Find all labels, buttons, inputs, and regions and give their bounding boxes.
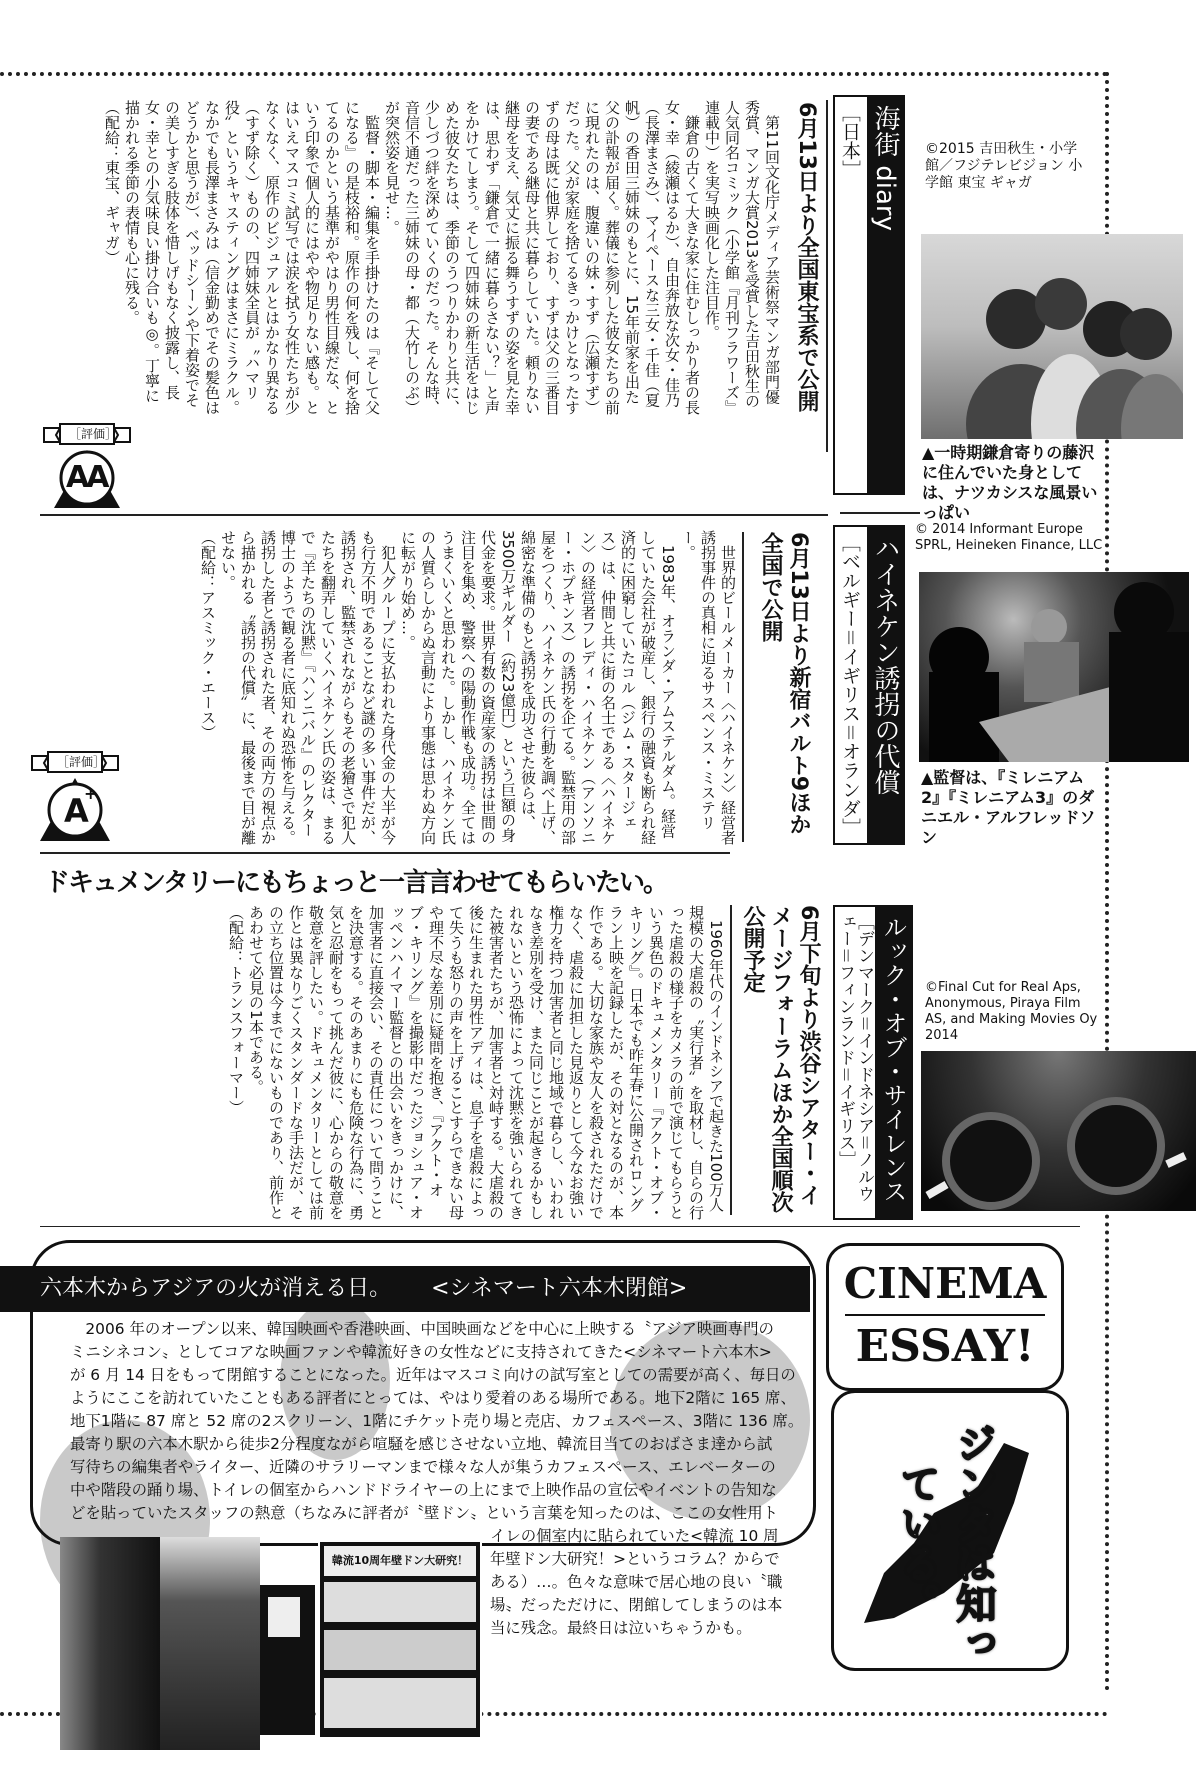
logo-line2: ESSAY! (855, 1321, 1035, 1372)
essay-line: 最寄り駅の六本木駅から徒歩2分程度ながら喧騒を感じさせない立地、韓流目当てのおばさま達から試 (70, 1435, 773, 1453)
essay-title-bar (0, 1266, 810, 1312)
release-line: 全国で公開 (758, 532, 783, 642)
column-divider (826, 100, 828, 452)
essay-line: ある）…。色々な意味で居心地の良い〝職 (490, 1573, 783, 1591)
rating-value: A (64, 792, 89, 830)
review-body (80, 905, 726, 1221)
section-headline: ドキュメンタリーにもちょっと一言言わせてもらいたい。 (44, 868, 667, 898)
country-label: ［日本］ (833, 95, 869, 495)
jinta-tagline: ジンタは知っている。 (894, 1423, 996, 1663)
section-divider (40, 514, 828, 516)
essay-line: 年壁ドン大研究！>というコラム？からで (490, 1550, 780, 1568)
distributor-credit: （配給：トランスフォーマー） (227, 905, 245, 1115)
essay-line: 2006 年のオープン以来、韓国映画や香港映画、中国映画などを中心に上映する〝アジア映画専門の (70, 1320, 774, 1338)
paragraph: 世界的ビールメーカー〈ハイネケン〉経営者誘拐事件の真相に迫るサスペンス・ミステリー。 (679, 530, 737, 845)
rating-value: AA (66, 460, 107, 495)
photo-copyright: © 2014 Informant Europe SPRL, Heineken Finance, LLC (915, 522, 1103, 553)
review-body (140, 530, 738, 848)
top-dotted-border (0, 72, 1108, 76)
paragraph: 第11回文化庁メディア芸術祭マンガ部門優秀賞、マンガ大賞2013を受賞した吉田秋生の人気同名コミック（小学館『月刊フラワーズ』連載中）を実写映画化した注目作。 (703, 100, 781, 415)
paragraph: 監督・脚本・編集を手掛けたのは『そして父になる』の是枝裕和。原作の何を残し、何を捨てるのかという基準がやはり男性目線だな、という印象で個人的にはやや物足りない感も。とはいえマスコミ試写では涙を拭う女性たちが少なくなく、原作のビジュアルとはかなり異なる（すず除く）ものの、四姉妹全員が〝ハマリ役〟というキャスティングはまさにミラクル。なかでも長澤まさみは（信金勤めでその髪色はどうかと思うが）、ベッドシーンや下着姿でその美しすぎる肢体を惜しげもなく披露し、長女・幸との小気味良い掛け合いも◎。丁寧に描かれる季節の表情も心に残る。 (123, 100, 381, 415)
film-still-photo (919, 572, 1189, 762)
section-divider (40, 1226, 1080, 1227)
paragraph: 1960年代のインドネシアで起きた100万人規模の大虐殺の〝実行者〟を取材し、自らの行った虐殺の様子をカメラの前で演じてもらうという異色のドキュメンタリー『アクト・オブ・キリング』。日本でも昨年春に公開されロングラン上映を記録したが、その対となるのが、本作である。大切な家族や友人を殺されただけでなく、虐殺に加担した見返りとして今なお強い権力を持つ加害者と同じ地域で暮らし、いわれなき差別を受け、また同じことが起きるかもしれないという恐怖によって沈黙を強いられてきた被害者たちが、加害者と対峙する。大虐殺の後に生まれた男性アディは、息子を虐殺によって失うも怒りの声を上げることすらできない母や理不尽な差別に疑問を抱き、『アクト・オブ・キリング』を撮影中だったジョシュア・オッペンハイマー監督との出会いをきっかけに、加害者に直接会い、その責任について問うことを決意する。そのあまりにも危険な行為に、勇気と忍耐をもって挑んだ彼に、心からの敬意を敬意を評したい。ドキュメンタリーとしては前作とは異なりごくスタンダードな手法だが、その立ち位置は今までにないものであり、前作とあわせて必見の1本である。 (247, 905, 725, 1220)
distributor-credit: （配給：アスミック・エース） (199, 530, 217, 740)
rating-label: ［評価］ (57, 755, 106, 769)
rating-badge (30, 748, 120, 843)
sign-stand-photo (260, 1585, 315, 1735)
column-divider (730, 905, 732, 1215)
essay-line: ミニシネコン〟としてコアな映画ファンや韓流好きの女性などに支持されてきた<シネマート六本木> (70, 1343, 772, 1361)
release-info (738, 905, 822, 1213)
essay-line: イレの個室内に貼られていた<韓流 10 周 (490, 1527, 779, 1545)
section-divider (40, 852, 730, 854)
sign-board-icon (268, 1597, 300, 1637)
theater-facade-photo (160, 1537, 260, 1750)
essay-line: 当に残念。最終日は泣いちゃうかも。 (490, 1619, 752, 1637)
four-sisters-photo-icon (921, 234, 1183, 439)
distributor-credit: （配給：東宝、ギャガ） (103, 100, 121, 265)
photo-copyright: ©2015 吉田秋生・小学館／フジテレビジョン 小学館 東宝 ギャガ (925, 141, 1083, 191)
country-label: ［ベルギー＝イギリス＝オランダ］ (833, 525, 869, 845)
film-still-photo (921, 1051, 1196, 1211)
essay-line: 写待ちの編集者やライター、近隣のサラリーマンまで様々な人が集うカフェスペース、エレベーターの (70, 1458, 776, 1476)
poster-block (324, 1630, 476, 1670)
poster-title: 韓流10周年壁ドン大研究！ (324, 1546, 476, 1576)
hostage-scene-photo-icon (919, 572, 1189, 762)
poster-block (324, 1582, 476, 1622)
paragraph: 犯人グループに支払われた身代金の大半が今も行方不明であることなど謎の多い事件だが、誘拐され、監禁されながらもその老獪さで犯人たちを翻弄していくハイネケン氏の姿は、まるで『羊たちの沈黙』『ハンニバル』のレクター博士のようで観る者に底知れぬ恐怖を与える。誘拐した者と誘拐された者、その両方の視点から描かれる〝誘拐の代償〟に、最後まで目が離せない。 (219, 530, 397, 845)
theater-building-photo (60, 1537, 160, 1750)
photo-caption: ▲監督は、『ミレニアム2』『ミレニアム3』のダニエル・アルフレッドソン (921, 768, 1096, 847)
essay-line: ようにここを訪れていたこともある評者にとっては、やはり愛着のある場所である。地下2階に 165 席、 (70, 1389, 796, 1407)
release-line: 6月13日より新宿バルト9ほか (786, 532, 811, 836)
essay-line: どを貼っていたスタッフの熱意（ちなみに評者が〝壁ドン〟という言葉を知ったのは、ここの女性用ト (70, 1504, 778, 1522)
paragraph: 1983年、オランダ・アムステルダム。経営していた会社が破産し、銀行の融資も断られ経済的に困窮していたコル（ジム・スタージェス）は、仲間と共に街の名士である〈ハイネケン〉の経営者フレディ・ハイネケン（アンソニー・ホプキンス）の誘拐を企てる。監禁用の部屋をつくり、ハイネケン氏の行動を調べ上げ、綿密な準備のもと誘拐を成功させた彼らは、3500万ギルダー（約23億円）という巨額の身代金を要求。世界有数の資産家の誘拐は世間の注目を集め、警察への陽動作戦も成功。全てはうまくいくと思われた。しかし、ハイネケン氏の人質らしからぬ言動により事態は思わぬ方向に転がり始め…。 (399, 530, 677, 845)
country-label: ［デンマーク＝インドネシア＝ノルウェー＝フィンランド＝イギリス］ (833, 905, 877, 1220)
film-title: ルック・オブ・サイレンス (877, 905, 913, 1220)
release-info (756, 532, 812, 835)
photo-copyright: ©Final Cut for Real Aps, Anonymous, Piraya Film AS, and Making Movies Oy 2014 (925, 980, 1098, 1043)
release-line: メージフォーラムほか全国順次 (768, 905, 793, 1213)
wall-don-poster-photo (318, 1540, 482, 1739)
poster-block (324, 1678, 476, 1728)
jinta-logo (831, 1390, 1069, 1671)
release-info: 6月13日より全国東宝系で公開 (794, 102, 819, 412)
rating-badge (42, 420, 132, 510)
film-still-photo (921, 234, 1183, 439)
paragraph: 鎌倉の古くて大きな家に住むしっかり者の長女・幸（綾瀬はるか）、自由奔放な次女・佳乃（長澤まさみ）、マイペースな三女・千佳（夏帆）の香田三姉妹のもとに、15年前家を出た父の訃報が届く。葬儀に参列した彼女たちの前に現れたのは、腹違いの妹・すず（広瀬すず）だった。父が家庭を捨てるきっかけとなったすずの母は既に他界しており、すずは父の三番目の妻である継母と共に暮らしていた。頼りない継母を支え、気丈に振る舞うすずの姿を見た幸は、思わず「鎌倉で一緒に暮らさない？」と声をかけてしまう。そして四姉妹の新生活をはじめた彼女たちは、季節のうつりかわりと共に、少しづつ絆を深めていくのだった。そんな時、音信不通だった三姉妹の母・都（大竹しのぶ）が突然姿を見せ…。 (383, 100, 701, 415)
column-divider (742, 532, 744, 842)
essay-line: が 6 月 14 日をもって閉館することになった。近年はマスコミ向けの試写室としての需要が高く、毎日の (70, 1366, 796, 1384)
essay-line: 地下1階に 87 席と 52 席の2スクリーン、1階にチケット売り場と売店、カフェスペース、3階に 136 席。 (70, 1412, 804, 1430)
rating-label: ［評価］ (69, 427, 118, 441)
cinema-essay-logo (826, 1243, 1064, 1391)
film-title: 海街 diary (869, 95, 905, 495)
review-body (62, 100, 782, 415)
eye-glasses-photo-icon (921, 1051, 1196, 1211)
essay-line: 中や階段の踊り場、トイレの個室からハンドドライヤーの上にまで上映作品の宣伝やイベントの告知な (70, 1481, 777, 1499)
section-divider (840, 512, 920, 514)
film-title: ハイネケン誘拐の代償 (869, 525, 905, 845)
essay-subtitle: <シネマート六本木閉館> (431, 1276, 688, 1301)
essay-title: 六本木からアジアの火が消える日。 (40, 1276, 392, 1301)
release-line: 6月下旬より渋谷シアター・イ (796, 905, 821, 1207)
rating-plus: + (84, 784, 98, 803)
release-line: 公開予定 (740, 905, 765, 993)
logo-line1: CINEMA (843, 1259, 1047, 1308)
essay-line: 場〟だっただけに、閉館してしまうのは本 (490, 1596, 783, 1614)
photo-caption: ▲一時期鎌倉寄りの藤沢に住んでいた身としては、ナツカシスな風景いっぱい (922, 443, 1098, 522)
